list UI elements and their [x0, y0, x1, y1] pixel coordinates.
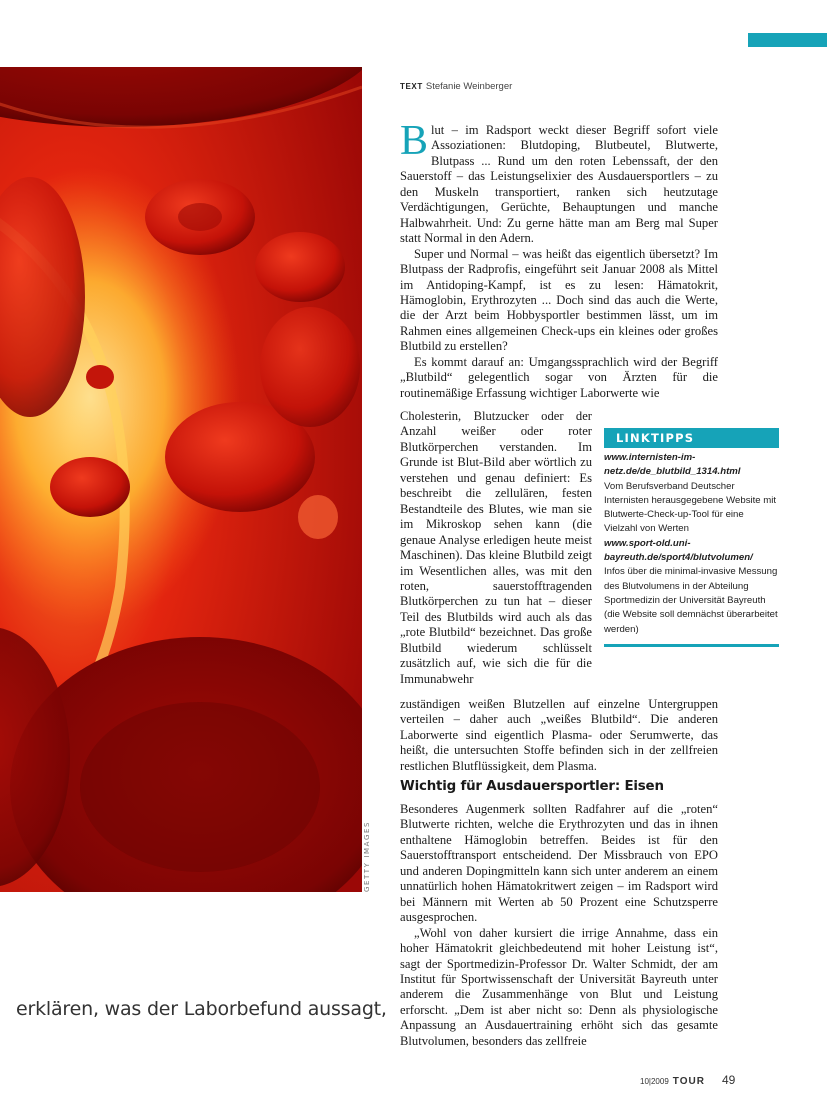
page-footer	[640, 1071, 735, 1089]
section-heading: Wichtig für Ausdauersportler: Eisen	[400, 779, 664, 794]
blood-cells-illustration	[0, 67, 362, 892]
magazine-brand: TOUR	[672, 1076, 705, 1087]
linktipp-url[interactable]: www.sport-old.uni-bayreuth.de/sport4/blutvolumen/	[604, 537, 753, 564]
paragraph-blutbild-middle: Cholesterin, Blutzucker oder der Anzahl weißer oder roter Blutkörperchen verstanden. Im Grunde ist Blut-Bild aber wörtlich zu verstehen und genau definiert: Es beschreibt die zellulären, festen Bestandteile des Blutes, wie man sie im Mikroskop sehen kann (die genaue Analyse erledigen heute meist Maschinen). Das kleine Blutbild zeigt im Wesentlichen alles, was mit den roten, sauerstofftragenden Blutkörperchen zu tun hat – dieser Teil des Blutbilds wird auch als das „rote Blutbild“ bezeichnet. Das große Blutbild wiederum schlüsselt zusätzlich auf, wie sich die für die Immunabwehr	[400, 409, 592, 686]
photo-credit: GETTY IMAGES	[363, 820, 371, 892]
linktipps-list	[604, 448, 779, 637]
article-column-bottom	[400, 802, 718, 1049]
photo-caption: erklären, was der Laborbefund aussagt,	[16, 998, 387, 1020]
paragraph-quote: „Wohl von daher kursiert die irrige Annahme, dass ein hoher Hämatokrit gleichbedeutend mit hoher Leistung ist“, sagt der Sportmedizin-Professor Dr. Walter Schmidt, der am Institut für Sportwissenschaft der Universität Bayreuth unter anderem die Zusammenhänge von Blut und Leistung erforscht. „Dem ist aber nicht so: Denn als physiologische Anpassung an Ausdauertraining erhöht sich das gesamte Blutvolumen, besonders das zellfreie	[400, 925, 718, 1048]
article-column-mid	[400, 697, 718, 774]
linktipp-description: Vom Berufsverband Deutscher Internisten herausgegebene Website mit Blutwerte-Check-up-Tool für eine Vielzahl von Werten	[604, 480, 777, 535]
byline	[400, 81, 512, 92]
linktipp-description: Infos über die minimal-invasive Messung des Blutvolumens in der Abteilung Sportmedizin der Universität Bayreuth (die Website soll demnächst überarbeitet werden)	[604, 566, 778, 635]
linktipps-rule	[604, 644, 779, 647]
linktipps-box	[604, 428, 779, 647]
paragraph-red-values: Besonderes Augenmerk sollten Radfahrer auf die „roten“ Blutwerte richten, welche die Erythrozyten und das in ihnen enthaltene Hämoglobin betreffen. Beides ist für den Sauerstofftransport entscheidend. Der Missbrauch von EPO und anderen Dopingmitteln kann sich unter anderem an einem unnatürlich hohen Hämatokritwert zeigen – im Radsport wird bei Männern mit Werten ab 50 Prozent eine Schutzsperre ausgesprochen.	[400, 802, 718, 925]
article-column-top	[400, 118, 718, 401]
paragraph-blutbild-end: zuständigen weißen Blutzellen auf einzelne Untergruppen verteilen – daher auch „weißes Blutbild“. Die anderen Laborwerte sind eigentlich Plasma- oder Serumwerte, das heißt, die untersuchten Stoffe befinden sich in der zellfreien restlichen Blutflüssigkeit, dem Plasma.	[400, 697, 718, 773]
page-number: 49	[721, 1073, 736, 1087]
byline-author: Stefanie Weinberger	[425, 81, 513, 92]
paragraph-super-normal: Super und Normal – was heißt das eigentlich übersetzt? Im Blutpass der Radprofis, eingeführt seit Januar 2008 als Mittel im Antidoping-Kampf, ist es zu lesen: Hämatokrit, Hämoglobin, Erythrozyten ... Doch sind das auch die Werte, die der Arzt beim Hobbysportler bestimmen lässt, um im Rahmen eines allgemeinen Check-ups ein kleines oder großes Blutbild zu erstellen?	[400, 246, 718, 354]
drop-cap: B	[400, 118, 429, 164]
article-column-narrow	[400, 409, 592, 687]
issue-number: 10|2009	[640, 1077, 669, 1086]
blood-cells-photo	[0, 67, 362, 892]
paragraph-intro: Blut – im Radsport weckt dieser Begriff sofort viele Assoziationen: Blutdoping, Blutbeutel, Blutwerte, Blutpass ... Rund um den roten Lebenssaft, der den Sauerstoff – das Leistungselixier des Ausdauersportlers – zu den Muskeln transportiert, ranken sich heutzutage Verdächtigungen, Gerüchte, Behauptungen und manche Halbwahrheit. Und: Zu gerne hätte man am Berg mal Super statt Normal in den Adern.	[400, 118, 718, 246]
paragraph-blutbild-start: Es kommt darauf an: Umgangssprachlich wird der Begriff „Blutbild“ gelegentlich sogar von Ärzten für die routinemäßige Erfassung wichtiger Laborwerte wie	[400, 354, 718, 400]
byline-label: TEXT	[400, 82, 423, 91]
linktipp-url[interactable]: www.internisten-im-netz.de/de_blutbild_1314.html	[604, 452, 741, 478]
accent-bar	[748, 33, 827, 47]
linktipps-title: LINKTIPPS	[604, 428, 779, 448]
